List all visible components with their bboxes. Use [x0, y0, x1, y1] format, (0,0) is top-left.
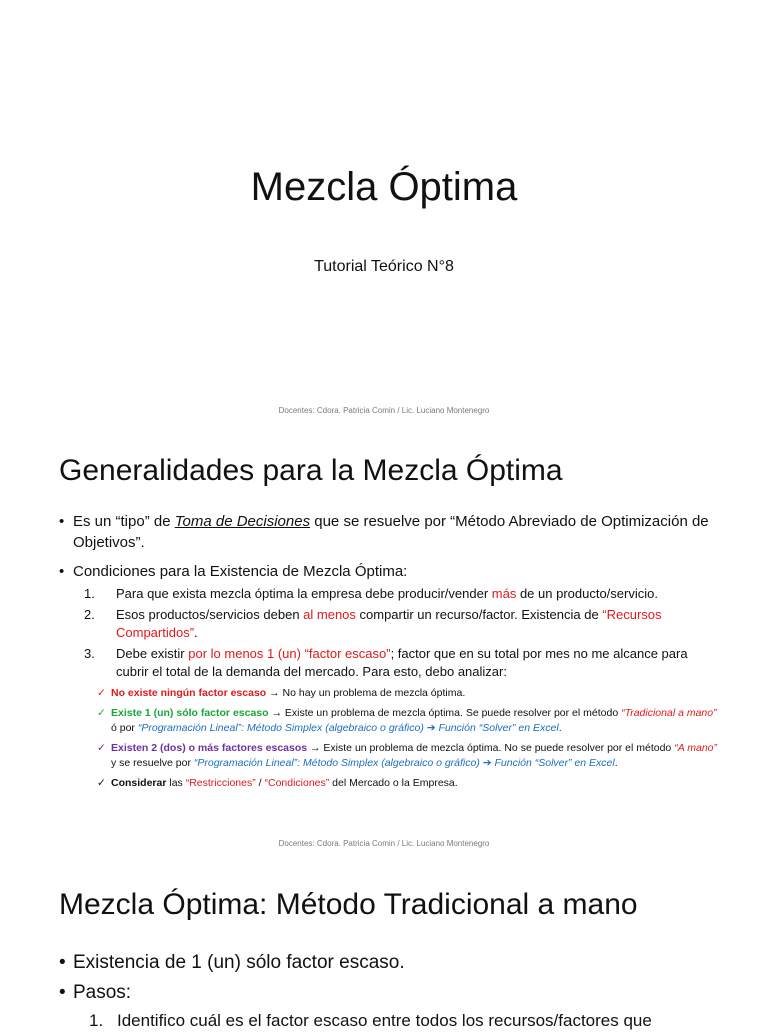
bullet-text: [73, 511, 719, 553]
check-item: [97, 741, 719, 771]
check-list: [97, 686, 719, 791]
text-run-purple: Existen 2 (dos) o más factores escasos: [111, 742, 308, 754]
bullet-text: Pasos:: [73, 982, 132, 1003]
list-number: 1.: [89, 1011, 104, 1030]
check-text: [111, 706, 719, 736]
check-item: [97, 686, 719, 701]
check-text: [111, 686, 719, 701]
bullet-item: [59, 511, 719, 553]
text-run-green: Existe 1 (un) sólo factor escaso: [111, 707, 269, 719]
text-run: compartir un recurso/factor. Existencia de: [355, 607, 603, 622]
list-number: 3.: [84, 646, 95, 661]
text-run: que se resuelve por “Método Abreviado de Optimización de Objetivos”.: [73, 513, 709, 551]
text-run: del Mercado o la Empresa.: [329, 777, 458, 789]
check-item: [97, 706, 719, 736]
text-run-blue: “Programación Lineal”: Método Simplex (algebraico o gráfico) ➔ Función “Solver” en Excel: [137, 722, 559, 734]
check-text: [111, 741, 719, 771]
bullet-icon: •: [59, 982, 66, 1003]
text-run: → Existe un problema de mezcla óptima. Se puede resolver por el método: [268, 707, 622, 719]
text-run-red: por lo menos 1 (un) “factor escaso”: [188, 646, 391, 661]
bullet-item: [59, 979, 719, 1006]
check-icon: ✓: [97, 687, 106, 699]
list-item: [84, 606, 719, 642]
bullet-icon: •: [59, 952, 66, 973]
text-run-red: “Restricciones”: [185, 777, 256, 789]
slide-heading: Mezcla Óptima: Método Tradicional a mano: [59, 888, 638, 921]
text-run: Debe existir: [116, 646, 189, 661]
text-run-red: “Tradicional a mano”: [621, 707, 717, 719]
text-run-red: “A mano”: [674, 742, 717, 754]
text-run: → Existe un problema de mezcla óptima. No se puede resolver por el método: [307, 742, 675, 754]
bullet-text: Existencia de 1 (un) sólo factor escaso.: [73, 952, 405, 973]
text-run-red: No existe ningún factor escaso: [111, 687, 267, 699]
text-run-bold: Considerar: [111, 777, 167, 789]
text-run: ó por: [111, 722, 138, 734]
slide-heading: Generalidades para la Mezcla Óptima: [59, 454, 563, 487]
text-run: /: [255, 777, 265, 789]
list-text: [116, 645, 719, 681]
bullet-item: [59, 561, 719, 582]
slide-body: [59, 511, 719, 791]
text-run: .: [614, 757, 618, 769]
list-text: Identifico cuál es el factor escaso entre todos los recursos/factores que: [117, 1011, 652, 1030]
slide-footer: Docentes: Cdora. Patricia Comin / Lic. Luciano Montenegro: [278, 406, 490, 415]
slide-footer: Docentes: Cdora. Patricia Comin / Lic. Luciano Montenegro: [278, 839, 490, 848]
list-number: 1.: [84, 586, 95, 601]
text-run: las: [166, 777, 186, 789]
bullet-item: [59, 949, 719, 976]
slide-metodo-tradicional: [0, 864, 768, 1030]
list-item: [89, 1009, 719, 1033]
text-run-red: más: [491, 586, 517, 601]
text-run-red: “Condiciones”: [264, 777, 330, 789]
list-text: [116, 606, 719, 642]
text-run-blue: “Programación Lineal”: Método Simplex (algebraico o gráfico) ➔ Función “Solver” en Excel: [193, 757, 615, 769]
text-run-emphasis: Toma de Decisiones: [174, 513, 311, 530]
presentation-subtitle: Tutorial Teórico N°8: [314, 258, 454, 275]
text-run: → No hay un problema de mezcla óptima.: [266, 687, 466, 699]
presentation-title: Mezcla Óptima: [250, 165, 518, 209]
slide-generalidades: [0, 432, 768, 864]
bullet-text: Condiciones para la Existencia de Mezcla Óptima:: [73, 563, 408, 580]
bullet-icon: •: [59, 563, 65, 580]
text-run-red: “Recursos Compartidos”: [116, 607, 662, 640]
text-run: ; factor que en su total por mes no me alcance para cubrir el total de la demanda del mercado. Para esto, debo analizar:: [116, 646, 688, 679]
slide-title: [0, 0, 768, 432]
check-item: [97, 776, 719, 791]
text-run: .: [194, 625, 198, 640]
text-run: Para que exista mezcla óptima la empresa debe producir/vender: [116, 586, 492, 601]
check-text: [111, 776, 719, 791]
check-icon: ✓: [97, 777, 106, 789]
check-icon: ✓: [97, 742, 106, 754]
list-item: [84, 645, 719, 681]
text-run: Esos productos/servicios deben: [116, 607, 304, 622]
bullet-icon: •: [59, 513, 65, 530]
check-icon: ✓: [97, 707, 106, 719]
numbered-list: [84, 585, 719, 681]
text-run: de un producto/servicio.: [516, 586, 658, 601]
text-run: y se resuelve por: [111, 757, 194, 769]
list-item: [84, 585, 719, 603]
text-run: .: [558, 722, 562, 734]
list-text: [116, 585, 719, 603]
text-run-red: al menos: [303, 607, 356, 622]
slide-body: [59, 946, 719, 1033]
text-run: Es un “tipo” de: [73, 513, 175, 530]
list-number: 2.: [84, 607, 95, 622]
